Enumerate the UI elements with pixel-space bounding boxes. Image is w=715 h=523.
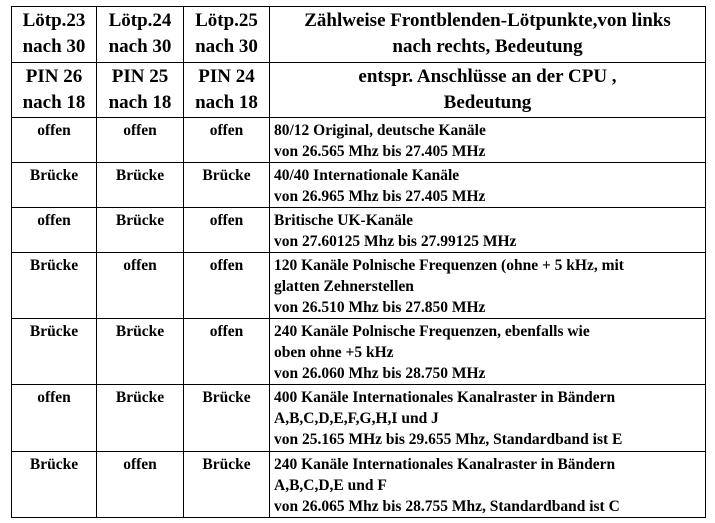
header-line: PIN 26 xyxy=(25,66,83,87)
description-cell xyxy=(270,118,706,163)
description-line: 40/40 Internationale Kanäle xyxy=(274,167,460,184)
solder-point-table xyxy=(11,6,706,518)
header-line: Lötp.24 xyxy=(108,10,172,31)
state-cell-loetp25: offen xyxy=(184,319,270,385)
header-line: Zählweise Frontblenden-Lötpunkte,von links xyxy=(304,10,671,31)
description-cell xyxy=(270,452,706,518)
state-cell-loetp23: Brücke xyxy=(12,452,97,518)
description-line: glatten Zehnerstellen xyxy=(274,278,414,295)
state-cell-loetp25: Brücke xyxy=(184,452,270,518)
state-cell-loetp24: Brücke xyxy=(97,385,184,452)
header-line: nach rechts, Bedeutung xyxy=(392,36,583,57)
header-line: entspr. Anschlüsse an der CPU , xyxy=(358,66,617,87)
table-row xyxy=(12,118,706,163)
header-cell-pin24 xyxy=(184,63,270,118)
state-cell-loetp24: offen xyxy=(97,253,184,319)
header-row-solder-points xyxy=(12,7,706,63)
state-cell-loetp24: Brücke xyxy=(97,163,184,208)
description-line: 120 Kanäle Polnische Frequenzen (ohne + 5 kHz, mit xyxy=(274,257,624,274)
description-cell xyxy=(270,385,706,452)
state-cell-loetp24: offen xyxy=(97,452,184,518)
description-line: von 26.965 Mhz bis 27.405 MHz xyxy=(274,188,486,205)
state-cell-loetp23: offen xyxy=(12,118,97,163)
description-cell xyxy=(270,208,706,253)
description-line: von 26.060 Mhz bis 28.750 MHz xyxy=(274,365,486,382)
header-line: Bedeutung xyxy=(443,92,532,113)
description-line: 400 Kanäle Internationales Kanalraster in Bändern xyxy=(274,389,616,406)
state-cell-loetp23: Brücke xyxy=(12,163,97,208)
description-line: A,B,C,D,E und F xyxy=(274,477,387,494)
header-line: nach 18 xyxy=(22,92,86,113)
header-line: nach 18 xyxy=(195,92,258,113)
state-cell-loetp23: offen xyxy=(12,208,97,253)
description-cell xyxy=(270,319,706,385)
header-line: PIN 25 xyxy=(111,66,169,87)
description-line: von 26.510 Mhz bis 27.850 MHz xyxy=(274,299,486,316)
state-cell-loetp23: Brücke xyxy=(12,253,97,319)
header-line: Lötp.23 xyxy=(22,10,86,31)
table-row xyxy=(12,319,706,385)
state-cell-loetp23: offen xyxy=(12,385,97,452)
state-cell-loetp25: Brücke xyxy=(184,385,270,452)
state-cell-loetp25: Brücke xyxy=(184,163,270,208)
description-cell xyxy=(270,163,706,208)
state-cell-loetp25: offen xyxy=(184,208,270,253)
header-row-cpu-pins xyxy=(12,63,706,118)
header-line: nach 18 xyxy=(108,92,172,113)
description-line: von 25.165 MHz bis 29.655 Mhz, Standardband ist E xyxy=(274,431,623,448)
state-cell-loetp24: Brücke xyxy=(97,319,184,385)
header-cell-loetp25 xyxy=(184,7,270,63)
header-cell-pin26 xyxy=(12,63,97,118)
description-cell xyxy=(270,253,706,319)
header-cell-loetp24 xyxy=(97,7,184,63)
header-cell-loetp23 xyxy=(12,7,97,63)
header-cell-cpu-meaning xyxy=(270,63,706,118)
description-line: 240 Kanäle Internationales Kanalraster in Bändern xyxy=(274,456,616,473)
description-line: von 26.065 Mhz bis 28.755 Mhz, Standardband ist C xyxy=(274,498,620,515)
description-line: von 27.60125 Mhz bis 27.99125 MHz xyxy=(274,233,517,250)
state-cell-loetp25: offen xyxy=(184,118,270,163)
table-row xyxy=(12,385,706,452)
header-line: nach 30 xyxy=(108,36,172,57)
description-line: von 26.565 Mhz bis 27.405 MHz xyxy=(274,143,486,160)
description-line: 80/12 Original, deutsche Kanäle xyxy=(274,122,486,139)
table-row xyxy=(12,452,706,518)
header-cell-counting-meaning xyxy=(270,7,706,63)
description-line: A,B,C,D,E,F,G,H,I und J xyxy=(274,410,439,427)
header-cell-pin25 xyxy=(97,63,184,118)
header-line: PIN 24 xyxy=(198,66,255,87)
state-cell-loetp24: offen xyxy=(97,118,184,163)
table-row xyxy=(12,163,706,208)
header-line: nach 30 xyxy=(22,36,86,57)
description-line: 240 Kanäle Polnische Frequenzen, ebenfalls wie xyxy=(274,323,590,340)
state-cell-loetp23: Brücke xyxy=(12,319,97,385)
header-line: nach 30 xyxy=(195,36,258,57)
state-cell-loetp24: Brücke xyxy=(97,208,184,253)
table-row xyxy=(12,253,706,319)
table-row xyxy=(12,208,706,253)
description-line: oben ohne +5 kHz xyxy=(274,344,394,361)
description-line: Britische UK-Kanäle xyxy=(274,212,414,229)
state-cell-loetp25: offen xyxy=(184,253,270,319)
header-line: Lötp.25 xyxy=(195,10,258,31)
